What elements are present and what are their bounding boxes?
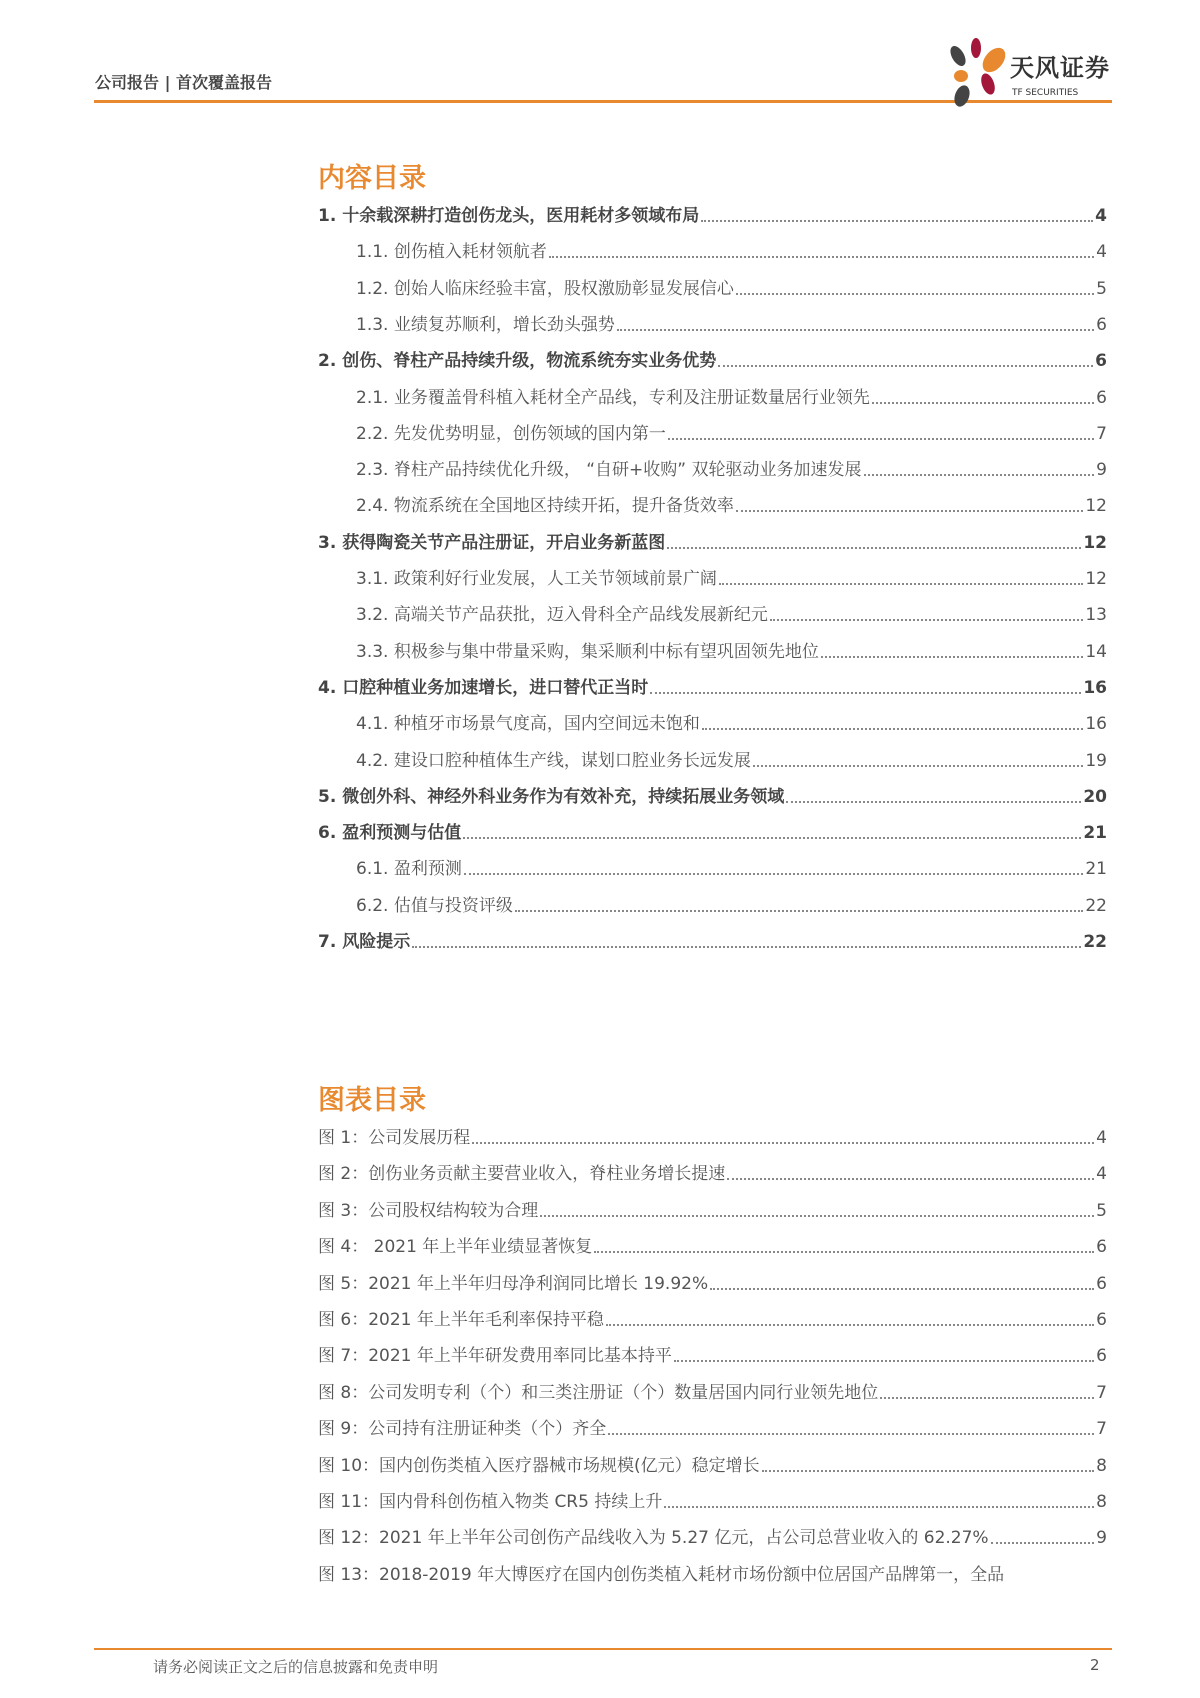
entry-label: 图 5：2021 年上半年归母净利润同比增长 19.92% — [318, 1273, 709, 1294]
entry-page-number: 6 — [1096, 1346, 1107, 1367]
entry-label: 1.3. 业绩复苏顺利，增长劲头强势 — [356, 314, 615, 335]
entry-label: 3.2. 高端关节产品获批，迈入骨科全产品线发展新纪元 — [356, 605, 768, 626]
footer-page-number: 2 — [1090, 1656, 1100, 1674]
dot-leader — [650, 692, 1081, 694]
toc-entry[interactable] — [318, 819, 1107, 845]
entry-page-number: 22 — [1085, 895, 1107, 916]
entry-page-number: 4 — [1095, 206, 1107, 226]
dot-leader — [606, 1324, 1094, 1326]
entry-page-number: 4 — [1096, 1128, 1107, 1148]
toc-entry[interactable] — [356, 384, 1107, 410]
toc-entry[interactable] — [356, 492, 1107, 518]
logo-text-en: TF SECURITIES — [1012, 88, 1079, 98]
figure-entry[interactable] — [318, 1160, 1107, 1186]
dot-leader — [710, 1288, 1094, 1290]
dot-leader — [736, 293, 1094, 295]
figure-entry[interactable] — [318, 1197, 1107, 1223]
footer-disclaimer: 请务必阅读正文之后的信息披露和免责申明 — [153, 1658, 439, 1676]
entry-label: 3. 获得陶瓷关节产品注册证，开启业务新蓝图 — [318, 532, 666, 553]
dot-leader — [991, 1542, 1095, 1544]
entry-page-number: 12 — [1085, 496, 1107, 517]
entry-page-number: 8 — [1096, 1455, 1107, 1476]
entry-label: 1.1. 创伤植入耗材领航者 — [356, 242, 547, 263]
dot-leader — [549, 256, 1094, 258]
entry-page-number: 4 — [1096, 1164, 1107, 1185]
entry-label: 6.2. 估值与投资评级 — [356, 895, 513, 916]
dot-leader — [674, 1360, 1094, 1362]
dot-leader — [719, 583, 1084, 585]
company-logo — [946, 38, 1116, 108]
dot-leader — [412, 946, 1081, 948]
toc-title: 内容目录 — [318, 163, 426, 194]
toc-entry[interactable] — [356, 855, 1107, 881]
toc-entry[interactable] — [318, 928, 1107, 954]
entry-page-number: 8 — [1096, 1492, 1107, 1512]
entry-label: 2.2. 先发优势明显，创伤领域的国内第一 — [356, 423, 666, 444]
entry-label: 2.1. 业务覆盖骨科植入耗材全产品线，专利及注册证数量居行业领先 — [356, 387, 870, 408]
figure-entry[interactable] — [318, 1452, 1107, 1478]
entry-page-number: 7 — [1096, 1382, 1107, 1403]
dot-leader — [617, 329, 1094, 331]
entry-page-number: 16 — [1083, 677, 1107, 698]
dot-leader — [753, 765, 1084, 767]
entry-page-number: 6 — [1096, 314, 1107, 335]
dot-leader — [864, 474, 1095, 476]
toc-entry[interactable] — [356, 710, 1107, 736]
dot-leader — [540, 1215, 1094, 1217]
toc-entry[interactable] — [356, 456, 1107, 482]
entry-label: 2. 创伤、脊柱产品持续升级，物流系统夯实业务优势 — [318, 351, 717, 372]
entry-label: 2.3. 脊柱产品持续优化升级， “自研+收购” 双轮驱动业务加速发展 — [356, 460, 862, 481]
entry-page-number: 7 — [1096, 1419, 1107, 1440]
toc-entry[interactable] — [356, 747, 1107, 773]
dot-leader — [608, 1433, 1094, 1435]
entry-label: 图 10：国内创伤类植入医疗器械市场规模(亿元）稳定增长 — [318, 1455, 760, 1476]
entry-page-number: 9 — [1096, 1528, 1107, 1549]
entry-label: 2.4. 物流系统在全国地区持续开拓，提升备货效率 — [356, 496, 734, 517]
entry-page-number: 12 — [1083, 532, 1107, 553]
figure-entry[interactable] — [318, 1124, 1107, 1150]
entry-page-number: 6 — [1096, 1310, 1107, 1330]
entry-label: 图 6：2021 年上半年毛利率保持平稳 — [318, 1310, 604, 1330]
entry-label: 7. 风险提示 — [318, 932, 411, 952]
entry-page-number: 5 — [1096, 1200, 1107, 1221]
entry-page-number: 6 — [1096, 387, 1107, 408]
toc-entry[interactable] — [356, 601, 1107, 627]
entry-label: 图 11：国内骨科创伤植入物类 CR5 持续上升 — [318, 1492, 663, 1512]
entry-label: 图 9：公司持有注册证种类（个）齐全 — [318, 1419, 607, 1440]
dot-leader — [770, 619, 1084, 621]
dot-leader — [762, 1470, 1095, 1472]
toc-entry[interactable] — [318, 674, 1107, 700]
entry-label: 图 13：2018-2019 年大博医疗在国内创伤类植入耗材市场份额中位居国产品牌第一，全品 — [318, 1564, 1005, 1585]
entry-page-number: 12 — [1085, 569, 1107, 589]
entry-label: 5. 微创外科、神经外科业务作为有效补充，持续拓展业务领域 — [318, 786, 785, 807]
entry-page-number: 4 — [1096, 242, 1107, 263]
entry-page-number: 6 — [1095, 351, 1107, 372]
figure-entry[interactable] — [318, 1233, 1107, 1259]
figure-entry[interactable] — [318, 1524, 1107, 1550]
entry-label: 1.2. 创始人临床经验丰富，股权激励彰显发展信心 — [356, 278, 734, 299]
entry-page-number: 6 — [1096, 1273, 1107, 1294]
entry-label: 图 12：2021 年上半年公司创伤产品线收入为 5.27 亿元，占公司总营业收入的 62.27% — [318, 1528, 989, 1549]
entry-page-number: 9 — [1096, 460, 1107, 481]
dot-leader — [464, 873, 1084, 875]
entry-page-number: 14 — [1085, 641, 1107, 662]
dot-leader — [821, 656, 1084, 658]
logo-text-cn: 天风证券 — [1010, 54, 1110, 82]
toc-entry[interactable] — [318, 347, 1107, 373]
entry-page-number: 6 — [1096, 1237, 1107, 1258]
toc-entry[interactable] — [318, 529, 1107, 555]
entry-label: 图 1：公司发展历程 — [318, 1128, 471, 1148]
dot-leader — [667, 547, 1081, 549]
dot-leader — [664, 1506, 1094, 1508]
figures-title: 图表目录 — [318, 1085, 426, 1116]
header-report-type: 公司报告 | 首次覆盖报告 — [95, 73, 272, 92]
entry-label: 3.1. 政策利好行业发展，人工关节领域前景广阔 — [356, 569, 717, 589]
figure-entry[interactable] — [318, 1306, 1107, 1332]
figure-entry[interactable] — [318, 1342, 1107, 1368]
entry-label: 4. 口腔种植业务加速增长，进口替代正当时 — [318, 677, 649, 698]
dot-leader — [736, 510, 1084, 512]
dot-leader — [701, 220, 1093, 222]
toc-entry[interactable] — [356, 565, 1107, 591]
entry-page-number: 19 — [1085, 750, 1107, 771]
figure-entry[interactable] — [318, 1270, 1107, 1296]
footer-divider — [94, 1648, 1112, 1650]
entry-label: 图 2：创伤业务贡献主要营业收入，脊柱业务增长提速 — [318, 1164, 726, 1185]
entry-label: 图 7：2021 年上半年研发费用率同比基本持平 — [318, 1346, 672, 1367]
dot-leader — [463, 837, 1081, 839]
logo-petals-icon — [946, 38, 1010, 108]
figure-entry[interactable] — [318, 1379, 1107, 1405]
dot-leader — [727, 1178, 1094, 1180]
toc-entry[interactable] — [356, 238, 1107, 264]
entry-label: 6.1. 盈利预测 — [356, 859, 462, 880]
figure-entry[interactable] — [318, 1488, 1107, 1514]
entry-label: 1. 十余载深耕打造创伤龙头，医用耗材多领域布局 — [318, 206, 700, 226]
entry-page-number: 20 — [1083, 786, 1107, 807]
dot-leader — [718, 365, 1093, 367]
figure-entry[interactable] — [318, 1561, 1107, 1587]
dot-leader — [594, 1251, 1094, 1253]
entry-label: 图 4： 2021 年上半年业绩显著恢复 — [318, 1237, 593, 1258]
entry-page-number: 21 — [1085, 859, 1107, 880]
entry-label: 6. 盈利预测与估值 — [318, 823, 462, 844]
entry-page-number: 13 — [1085, 605, 1107, 626]
entry-page-number: 7 — [1096, 423, 1107, 444]
entry-label: 图 3：公司股权结构较为合理 — [318, 1200, 539, 1221]
entry-label: 3.3. 积极参与集中带量采购，集采顺利中标有望巩固领先地位 — [356, 641, 819, 662]
dot-leader — [880, 1397, 1094, 1399]
dot-leader — [872, 402, 1094, 404]
dot-leader — [472, 1142, 1094, 1144]
dot-leader — [515, 910, 1084, 912]
entry-page-number: 16 — [1085, 714, 1107, 735]
toc-entry[interactable] — [356, 420, 1107, 446]
toc-entry[interactable] — [356, 311, 1107, 337]
entry-label: 图 8：公司发明专利（个）和三类注册证（个）数量居国内同行业领先地位 — [318, 1382, 879, 1403]
dot-leader — [702, 728, 1084, 730]
toc-entry[interactable] — [318, 783, 1107, 809]
toc-entry[interactable] — [318, 202, 1107, 228]
toc-entry[interactable] — [356, 638, 1107, 664]
entry-label: 4.2. 建设口腔种植体生产线，谋划口腔业务长远发展 — [356, 750, 751, 771]
figure-entry[interactable] — [318, 1415, 1107, 1441]
toc-entry[interactable] — [356, 275, 1107, 301]
entry-page-number: 21 — [1083, 823, 1107, 844]
entry-page-number: 5 — [1096, 278, 1107, 299]
dot-leader — [668, 438, 1094, 440]
toc-entry[interactable] — [356, 892, 1107, 918]
dot-leader — [786, 801, 1081, 803]
entry-label: 4.1. 种植牙市场景气度高，国内空间远未饱和 — [356, 714, 700, 735]
entry-page-number: 22 — [1083, 932, 1107, 952]
